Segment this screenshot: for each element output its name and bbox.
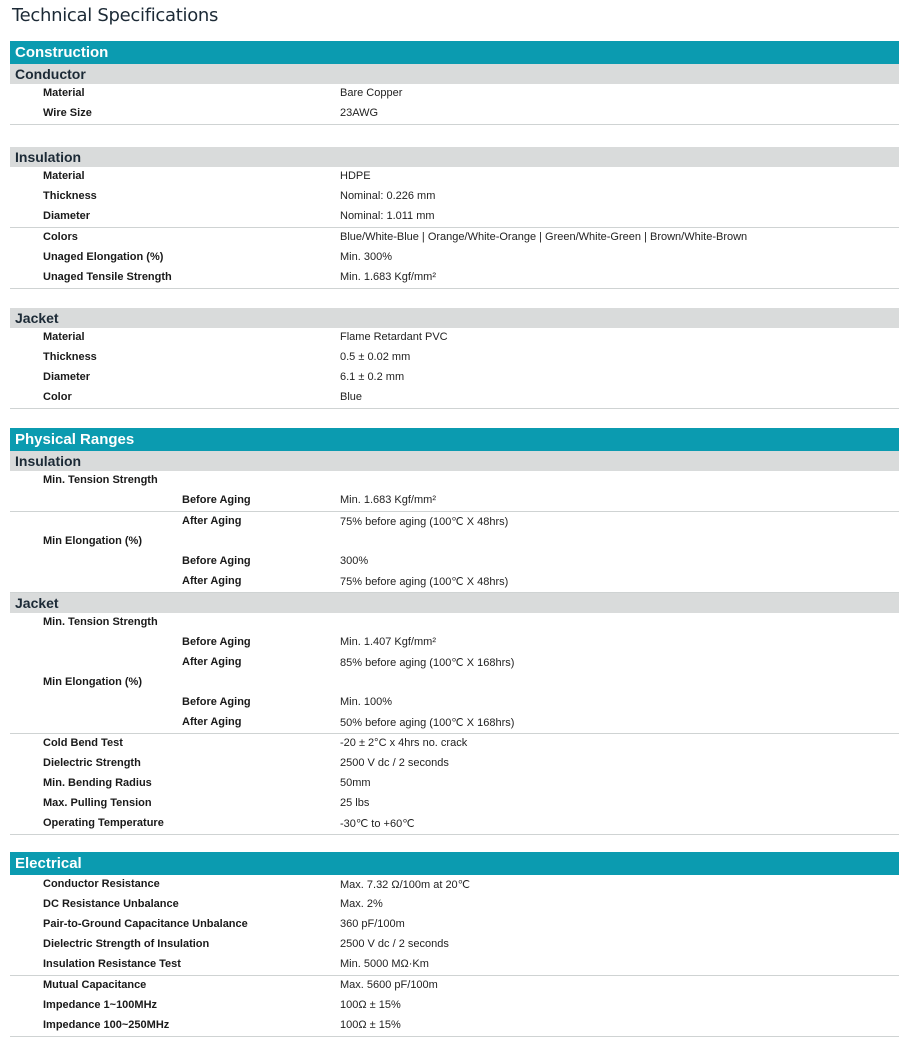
spec-label: Diameter	[43, 210, 91, 222]
spec-value: -30℃ to +60℃	[340, 818, 415, 830]
subsection-header-conductor: Conductor	[10, 64, 899, 84]
spec-value: 50% before aging (100℃ X 168hrs)	[340, 717, 515, 729]
spec-label: Max. Pulling Tension	[43, 797, 152, 809]
spec-row	[10, 368, 899, 388]
subsection-header-jacket: Jacket	[10, 308, 899, 328]
spec-label: Material	[43, 331, 85, 343]
spec-value: Min. 1.683 Kgf/mm²	[340, 494, 436, 506]
spec-row	[10, 187, 899, 207]
spec-group	[10, 512, 899, 593]
spec-table-physical-insulation	[10, 471, 899, 593]
section-header-physical-ranges: Physical Ranges	[10, 428, 899, 451]
spec-label: Color	[43, 391, 72, 403]
spec-value: 75% before aging (100℃ X 48hrs)	[340, 516, 509, 528]
spec-label: DC Resistance Unbalance	[43, 898, 179, 910]
spec-value: -20 ± 2°C x 4hrs no. crack	[340, 737, 468, 749]
spec-label: Min. Tension Strength	[43, 474, 158, 486]
spec-row	[10, 348, 899, 368]
spec-label: Thickness	[43, 351, 97, 363]
spec-row	[10, 713, 899, 733]
spec-label: Wire Size	[43, 107, 92, 119]
section-header-construction: Construction	[10, 41, 899, 64]
spec-label: Material	[43, 170, 85, 182]
spec-label: Operating Temperature	[43, 817, 164, 829]
spec-row	[10, 774, 899, 794]
spec-group	[10, 875, 899, 976]
spec-group	[10, 328, 899, 409]
spec-row	[10, 1016, 899, 1036]
spec-label: Insulation Resistance Test	[43, 958, 181, 970]
spec-sublabel: Before Aging	[182, 494, 251, 506]
spec-row	[10, 552, 899, 572]
spec-row	[10, 84, 899, 104]
spec-value: 85% before aging (100℃ X 168hrs)	[340, 657, 515, 669]
spec-sublabel: After Aging	[182, 575, 242, 587]
spec-row	[10, 532, 899, 552]
spec-value: 75% before aging (100℃ X 48hrs)	[340, 576, 509, 588]
spec-label: Cold Bend Test	[43, 737, 123, 749]
spec-label: Impedance 1~100MHz	[43, 999, 158, 1011]
spec-label: Impedance 100~250MHz	[43, 1019, 170, 1031]
spec-row	[10, 491, 899, 511]
spec-label: Diameter	[43, 371, 91, 383]
spec-label: Conductor Resistance	[43, 878, 160, 890]
spec-value: 2500 V dc / 2 seconds	[340, 757, 449, 769]
spec-row	[10, 976, 899, 996]
spec-label: Colors	[43, 231, 78, 243]
spec-value: 100Ω ± 15%	[340, 999, 401, 1011]
section-header-electrical: Electrical	[10, 852, 899, 875]
spec-row	[10, 734, 899, 754]
spec-value: 300%	[340, 555, 369, 567]
spec-value: Nominal: 0.226 mm	[340, 190, 436, 202]
spec-row	[10, 955, 899, 975]
spec-value: Min. 5000 MΩ·Km	[340, 958, 429, 970]
spec-row	[10, 248, 899, 268]
spec-value: Min. 100%	[340, 696, 392, 708]
spec-value: Max. 7.32 Ω/100m at 20℃	[340, 879, 471, 891]
spec-value: Min. 1.683 Kgf/mm²	[340, 271, 436, 283]
spec-row	[10, 268, 899, 288]
spec-row	[10, 207, 899, 227]
spec-row	[10, 875, 899, 895]
spec-group	[10, 976, 899, 1037]
spec-row	[10, 996, 899, 1016]
spec-label: Unaged Tensile Strength	[43, 271, 172, 283]
spec-label: Mutual Capacitance	[43, 979, 147, 991]
spec-value: 0.5 ± 0.02 mm	[340, 351, 411, 363]
spec-value: 360 pF/100m	[340, 918, 405, 930]
spec-group	[10, 734, 899, 835]
spec-row	[10, 228, 899, 248]
spec-row	[10, 512, 899, 532]
spec-value: 50mm	[340, 777, 371, 789]
spec-row	[10, 814, 899, 834]
spec-label: Pair-to-Ground Capacitance Unbalance	[43, 918, 248, 930]
spec-row	[10, 673, 899, 693]
spec-table-insulation	[10, 167, 899, 289]
spec-value: Blue	[340, 391, 363, 403]
spec-label: Min Elongation (%)	[43, 535, 142, 547]
spec-label: Min. Tension Strength	[43, 616, 158, 628]
spec-value: HDPE	[340, 170, 371, 182]
spec-value: 6.1 ± 0.2 mm	[340, 371, 405, 383]
construction-section	[10, 41, 899, 125]
spec-table-electrical	[10, 875, 899, 1037]
spec-value: 100Ω ± 15%	[340, 1019, 401, 1031]
spec-label: Thickness	[43, 190, 97, 202]
spec-value: Blue/White-Blue | Orange/White-Orange | Green/White-Green | Brown/White-Brown	[340, 231, 748, 243]
spec-value: Min. 1.407 Kgf/mm²	[340, 636, 436, 648]
construction-insulation-section	[10, 147, 899, 289]
spec-label: Unaged Elongation (%)	[43, 251, 164, 263]
construction-jacket-section	[10, 308, 899, 409]
spec-table-conductor	[10, 84, 899, 125]
spec-value: Max. 2%	[340, 898, 383, 910]
spec-value: Max. 5600 pF/100m	[340, 979, 438, 991]
spec-group	[10, 84, 899, 125]
spec-value: Nominal: 1.011 mm	[340, 210, 435, 222]
spec-sublabel: After Aging	[182, 716, 242, 728]
subsection-header-insulation: Insulation	[10, 147, 899, 167]
spec-sublabel: Before Aging	[182, 696, 251, 708]
spec-row	[10, 167, 899, 187]
spec-label: Dielectric Strength	[43, 757, 141, 769]
spec-group	[10, 167, 899, 228]
spec-row	[10, 693, 899, 713]
spec-sublabel: Before Aging	[182, 555, 251, 567]
spec-row	[10, 935, 899, 955]
spec-row	[10, 754, 899, 774]
spec-group	[10, 228, 899, 289]
spec-row	[10, 653, 899, 673]
spec-row	[10, 388, 899, 408]
spec-table-physical-jacket	[10, 613, 899, 835]
electrical-section	[10, 852, 899, 1037]
spec-sublabel: After Aging	[182, 515, 242, 527]
spec-label: Material	[43, 87, 85, 99]
spec-group	[10, 471, 899, 512]
physical-ranges-section	[10, 428, 899, 835]
spec-row	[10, 104, 899, 124]
spec-group	[10, 613, 899, 734]
spec-label: Min Elongation (%)	[43, 676, 142, 688]
spec-row	[10, 572, 899, 592]
spec-row	[10, 794, 899, 814]
subsection-header-physical-jacket: Jacket	[10, 593, 899, 613]
spec-value: 2500 V dc / 2 seconds	[340, 938, 449, 950]
spec-row	[10, 613, 899, 633]
spec-sublabel: After Aging	[182, 656, 242, 668]
page-title: Technical Specifications	[12, 5, 219, 26]
spec-value: 23AWG	[340, 107, 379, 119]
spec-label: Min. Bending Radius	[43, 777, 152, 789]
spec-value: Min. 300%	[340, 251, 392, 263]
spec-value: Bare Copper	[340, 87, 403, 99]
spec-row	[10, 633, 899, 653]
spec-row	[10, 915, 899, 935]
spec-table-jacket	[10, 328, 899, 409]
spec-label: Dielectric Strength of Insulation	[43, 938, 210, 950]
spec-value: 25 lbs	[340, 797, 370, 809]
spec-sublabel: Before Aging	[182, 636, 251, 648]
spec-row	[10, 471, 899, 491]
subsection-header-physical-insulation: Insulation	[10, 451, 899, 471]
spec-value: Flame Retardant PVC	[340, 331, 448, 343]
spec-row	[10, 328, 899, 348]
spec-row	[10, 895, 899, 915]
